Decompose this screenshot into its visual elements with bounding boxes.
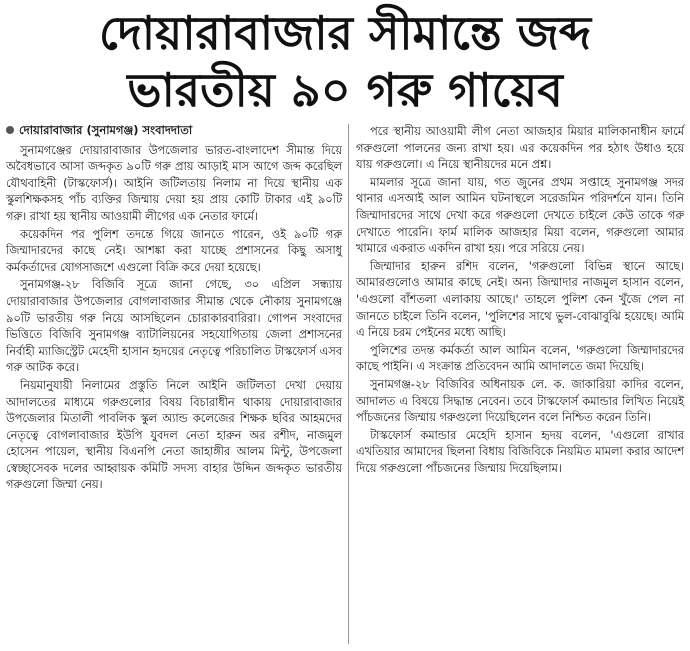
paragraph: সুনামগঞ্জ-২৮ বিজিবি সূত্রে জানা গেছে, ৩০ এপ্রিল সন্ধ্যায় দোয়ারাবাজার উপজেলার বোগলাবাজার সীমান্ত থেকে নৌকায় সুনামগঞ্জে ৯০টি ভারতীয় গরু নিয়ে আসছিলেন চোরাকারবারিরা। গোপন সংবাদের ভিত্তিতে বিজিবি সুনামগঞ্জ ব্যাটালিয়নের সহযোগিতায় জেলা প্রশাসনের নির্বাহী ম্যাজিস্ট্রেট মেহেদী হাসান হৃদয়ের নেতৃত্বে পরিচালিত টাস্কফোর্স এসব গরু আটক করে। xyxy=(6,278,342,375)
article-column-left xyxy=(6,122,342,495)
paragraph: কয়েকদিন পর পুলিশ তদন্তে গিয়ে জানতে পারেন, ওই ৯০টি গরু জিম্মাদারদের কাছে নেই। আশঙ্কা করা যাচ্ছে প্রশাসনের কিছু অসাধু কর্মকর্তাদের যোগসাজশে এগুলো বিক্রি করে দেয়া হয়েছে। xyxy=(6,227,342,274)
headline-line-1: দোয়ারাবাজার সীমান্তে জব্দ xyxy=(98,6,592,60)
bullet-icon xyxy=(6,126,14,134)
paragraph: সুনামগঞ্জের দোয়ারাবাজার উপজেলার ভারত-বাংলাদেশ সীমান্ত দিয়ে অবৈধভাবে আসা জব্দকৃত ৯০টি গরু প্রায় আড়াই মাস আগে জব্দ করেছিল যৌথবাহিনী (টাস্কফোর্স)। আইনি জটিলতায় নিলাম না দিয়ে স্থানীয় এক স্কুলশিক্ষকসহ পাঁচ ব্যক্তির জিম্মায় দেয়া হয় প্রায় কোটি টাকার এই ৯০টি গরু। রাখা হয় স্থানীয় আওয়ামী লীগের এক নেতার ফার্মে। xyxy=(6,143,342,223)
paragraph: পরে স্থানীয় আওয়ামী লীগ নেতা আজহার মিয়ার মালিকানাধীন ফার্মে গরুগুলো পালনের জন্য রাখা হয়। এর কয়েকদিন পর হঠাৎ উধাও হয়ে যায় গরুগুলো। এ নিয়ে স্থানীয়দের মনে প্রশ্ন। xyxy=(356,125,684,172)
paragraph: মামলার সূত্রে জানা যায়, গত জুনের প্রথম সপ্তাহে সুনামগঞ্জ সদর থানার এসআই আল আমিন ঘটনাস্থলে সরেজমিন পরিদর্শনে যান। তিনি জিম্মাদারদের সাথে দেখা করে গরুগুলো দেখতে চাইলে কেউ তাকে গরু দেখাতে পারেনি। ফার্ম মালিক আজহার মিয়া বলেন, গরুগুলো আমার খামারে একরাত একদিন রাখা হয়। পরে সরিয়ে নেয়। xyxy=(356,175,684,256)
byline xyxy=(6,122,342,139)
article-column-right xyxy=(356,124,684,478)
paragraph: নিয়মানুযায়ী নিলামের প্রস্তুতি নিলে আইনি জটিলতা দেখা দেয়ায় আদালতের মাধ্যমে গরুগুলোর বিষয় বিচারাধীন থাকায় দোয়ারাবাজার উপজেলার মিতালী পাবলিক স্কুল অ্যান্ড কলেজের শিক্ষক ছবির আহমদের নেতৃত্বে বোগলাবাজার ইউপি যুবদল নেতা হারুন অর রশীদ, নাজমুল হোসেন পায়েল, স্থানীয় বিএনপি নেতা জাহাঙ্গীর আলম মিন্টু, উপজেলা স্বেচ্ছাসেবক দলের আহ্বায়ক কমিটি সদস্য বাহার উদ্দিন জব্দকৃত ভারতীয় গরুগুলো জিম্মা নেয়। xyxy=(6,378,342,492)
column-divider xyxy=(348,124,349,644)
paragraph: পুলিশের তদন্ত কর্মকর্তা আল আমিন বলেন, 'গরুগুলো জিম্মাদারদের কাছে পাইনি। এ সংক্রান্ত প্রতিবেদন আমি আদালতে জমা দিয়েছি। xyxy=(356,343,684,374)
paragraph: সুনামগঞ্জ-২৮ বিজিবির অধিনায়ক লে. ক. জাকারিয়া কাদির বলেন, আদালত এ বিষয়ে সিদ্ধান্ত নেবেন। তবে টাস্কফোর্স কমান্ডার লিখিত নিয়েই পাঁচজনের জিম্মায় গরুগুলো দিয়েছিলেন বলে নিশ্চিত করেন তিনি। xyxy=(356,377,684,425)
byline-text: দোয়ারাবাজার (সুনামগঞ্জ) সংবাদদাতা xyxy=(19,123,193,137)
headline-line-2: ভারতীয় ৯০ গরু গায়েব xyxy=(127,63,563,117)
paragraph: টাস্কফোর্স কমান্ডার মেহেদি হাসান হৃদয় বলেন, 'এগুলো রাখার এখতিয়ার আমাদের ছিলনা বিধায় বিজিবিকে নিয়মিত মামলা করার আদেশ দিয়ে গরুগুলো পাঁচজনের জিম্মায় দিয়েছিলাম। xyxy=(356,428,684,475)
headline xyxy=(0,4,690,118)
paragraph: জিম্মাদার হারুন রশিদ বলেন, 'গরুগুলো বিভিন্ন স্থানে আছে। আমারগুলোও আমার কাছে নেই। অন্য জিম্মাদার নাজমুল হাসান বলেন, 'এগুলো বাঁশতলা এলাকায় আছে।' তাহলে পুলিশ কেন খুঁজে পেল না জানতে চাইলে তিনি বলেন, 'পুলিশের সাথে ভুল-বোঝাবুঝি হয়েছে। আমি এ নিয়ে চরম পেইনের মধ্যে আছি। xyxy=(356,259,684,340)
